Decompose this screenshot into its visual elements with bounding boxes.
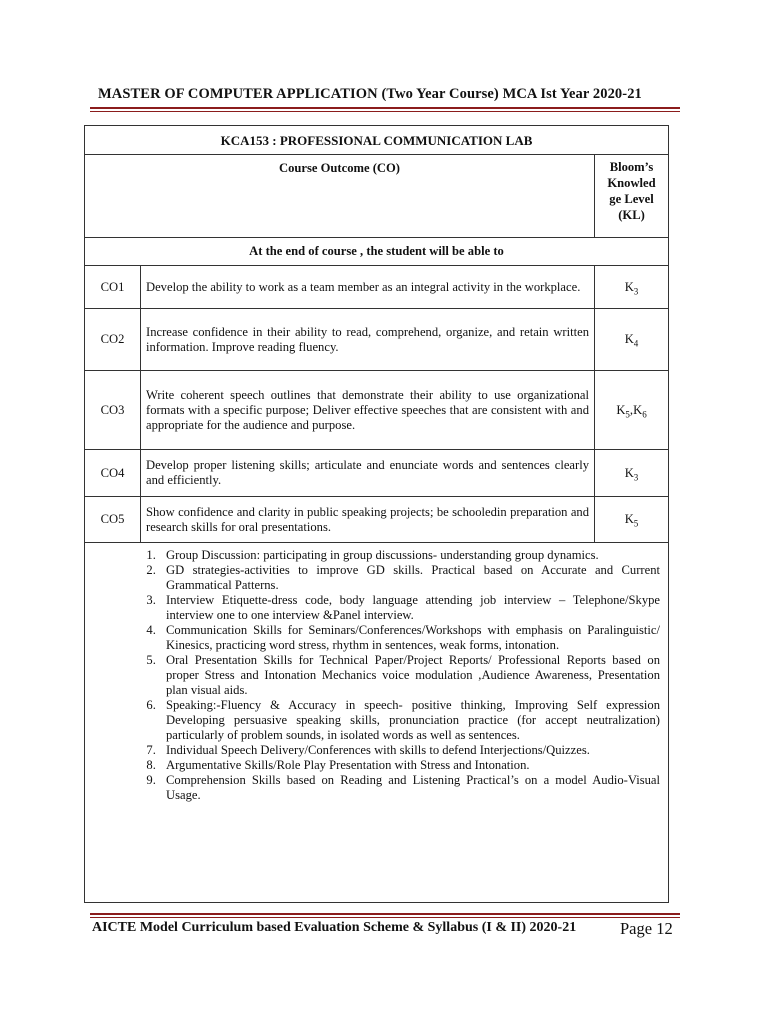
footer-title: AICTE Model Curriculum based Evaluation Scheme & Syllabus (I & II) 2020-21 <box>92 920 577 935</box>
outcome-kl: $K_3$ <box>595 266 669 309</box>
page-number: Page 12 <box>620 919 673 938</box>
outcome-kl: $K_5$ <box>595 497 669 543</box>
outcome-row-co5 <box>85 497 669 543</box>
outcome-description: Develop the ability to work as a team member as an integral activity in the workplace. <box>141 266 595 309</box>
outcome-row-co2 <box>85 309 669 371</box>
outcome-code: CO1 <box>85 266 141 309</box>
topic-item: 1. Group Discussion: participating in group discussions- understanding group dynamics. <box>159 548 660 563</box>
lab-topics-list <box>93 548 660 803</box>
header-divider <box>90 107 680 109</box>
topic-item: 2. GD strategies-activities to improve GD skills. Practical based on Accurate and Current Grammatical Patterns. <box>159 563 660 593</box>
topic-item: 9. Comprehension Skills based on Reading and Listening Practical’s on a model Audio-Visual Usage. <box>159 773 660 803</box>
outcome-row-co1 <box>85 266 669 309</box>
topic-item: 5. Oral Presentation Skills for Technical Paper/Project Reports/ Professional Reports based on proper Stress and Intonation Mechanics voice modulation ,Audience Awareness, Presentation plan visual aids. <box>159 653 660 698</box>
topic-item: 6. Speaking:-Fluency & Accuracy in speech- positive thinking, Improving Self expression Developing persuasive speaking skills, pronunciation practice (for accept neutralization) particularly of problem sounds, in isolated words as well as sentences. <box>159 698 660 743</box>
topic-item: 7. Individual Speech Delivery/Conferences with skills to defend Interjections/Quizzes. <box>159 743 660 758</box>
course-title: KCA153 : PROFESSIONAL COMMUNICATION LAB <box>85 126 669 155</box>
topic-item: 8. Argumentative Skills/Role Play Presentation with Stress and Intonation. <box>159 758 660 773</box>
outcome-kl: $K_3$ <box>595 450 669 497</box>
outcome-kl: $K_5,K_6$ <box>595 371 669 450</box>
outcome-description: Develop proper listening skills; articulate and enunciate words and sentences clearly and efficiently. <box>141 450 595 497</box>
outcome-code: CO2 <box>85 309 141 371</box>
outcome-code: CO4 <box>85 450 141 497</box>
topic-item: 4. Communication Skills for Seminars/Conferences/Workshops with emphasis on Paralinguistic/ Kinesics, practicing word stress, rhythm in sentences, weak forms, intonation. <box>159 623 660 653</box>
outcome-code: CO5 <box>85 497 141 543</box>
kl-header-line: ge Level <box>609 192 654 206</box>
outcome-kl: $K_4$ <box>595 309 669 371</box>
page-header-title: MASTER OF COMPUTER APPLICATION (Two Year Course) MCA Ist Year 2020-21 <box>98 86 642 102</box>
footer-divider <box>90 913 680 915</box>
outcome-intro: At the end of course , the student will be able to <box>85 238 669 266</box>
topic-item: 3. Interview Etiquette-dress code, body language attending job interview – Telephone/Skype interview one to one interview &Panel interview. <box>159 593 660 623</box>
blooms-level-header <box>595 155 669 238</box>
outcome-description: Write coherent speech outlines that demonstrate their ability to use organizational formats with a specific purpose; Deliver effective speeches that are consistent with and appropriate for the audience and purpose. <box>141 371 595 450</box>
outcome-row-co4 <box>85 450 669 497</box>
outcome-code: CO3 <box>85 371 141 450</box>
header-divider-thin <box>90 111 680 112</box>
footer-divider-thin <box>90 917 680 918</box>
outcome-description: Show confidence and clarity in public speaking projects; be schooledin preparation and research skills for oral presentations. <box>141 497 595 543</box>
outcome-description: Increase confidence in their ability to read, comprehend, organize, and retain written information. Improve reading fluency. <box>141 309 595 371</box>
course-outcome-table <box>84 125 669 903</box>
course-outcome-header: Course Outcome (CO) <box>85 155 595 238</box>
lab-topics-cell <box>85 543 669 903</box>
kl-header-line: Knowled <box>607 176 656 190</box>
kl-header-line: Bloom’s <box>609 160 654 174</box>
outcome-row-co3 <box>85 371 669 450</box>
kl-header-line: (KL) <box>618 208 645 222</box>
